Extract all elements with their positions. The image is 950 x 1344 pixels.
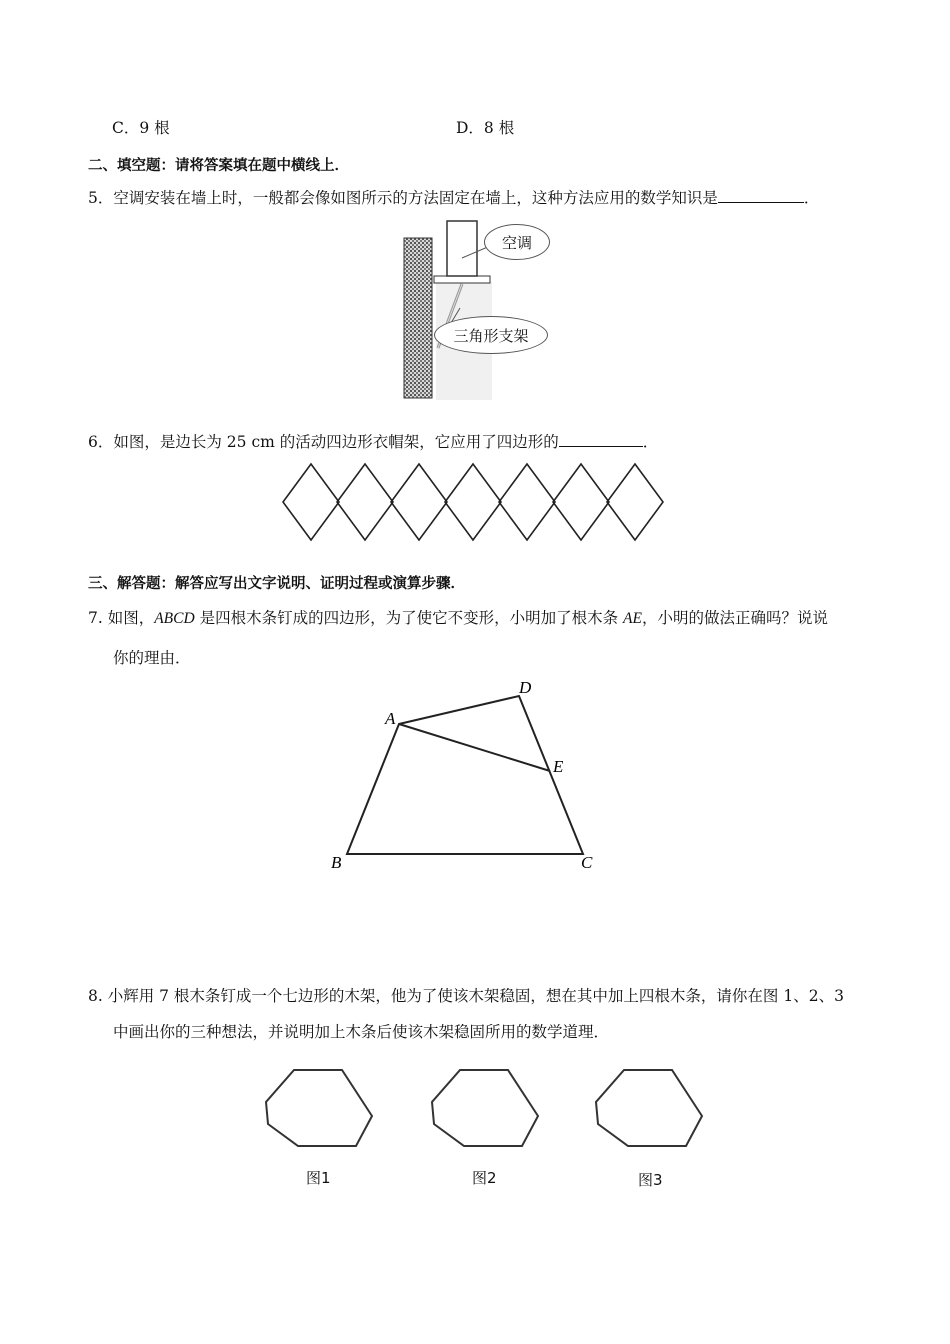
section-2-heading: 二、填空题：请将答案填在题中横线上． [88, 158, 349, 174]
q5-figure [398, 218, 558, 400]
point-b-label: B [331, 853, 342, 872]
option-c: C．9 根 [112, 119, 170, 137]
heptagon-figure-2 [428, 1066, 544, 1150]
section-3-heading: 三、解答题：解答应写出文字说明、证明过程或演算步骤． [88, 576, 465, 592]
quadrilateral-abcd [347, 696, 583, 854]
wall [404, 238, 432, 398]
figure-label-3: 图3 [638, 1171, 663, 1189]
rhombus-2 [337, 464, 393, 540]
question-7-line-1: 7. 如图，ABCD 是四根木条钉成的四边形，为了使它不变形，小明加了根木条 AE，小明的做法正确吗？说说 [88, 609, 828, 627]
rhombus-7 [607, 464, 663, 540]
answer-blank-5[interactable] [718, 188, 804, 203]
callout-bracket [434, 316, 548, 354]
segment-ae [399, 724, 550, 771]
rhombus-5 [499, 464, 555, 540]
heptagon-figure-1 [262, 1066, 378, 1150]
bracket-shelf [434, 276, 490, 283]
option-d: D．8 根 [456, 119, 515, 137]
question-8-line-2: 中画出你的三种想法，并说明加上木条后使该木架稳固所用的数学道理． [113, 1023, 610, 1041]
point-e-label: E [553, 757, 564, 776]
heptagon-3[interactable] [596, 1070, 702, 1146]
rhombus-4 [445, 464, 501, 540]
question-7-line-2: 你的理由． [113, 649, 191, 667]
heptagon-2[interactable] [432, 1070, 538, 1146]
point-c-label: C [581, 853, 593, 872]
rhombus-6 [553, 464, 609, 540]
heptagon-1[interactable] [266, 1070, 372, 1146]
q6-figure [280, 460, 672, 544]
point-d-label: D [519, 678, 532, 697]
question-8-line-1: 8. 小辉用 7 根木条钉成一个七边形的木架，他为了使该木架稳固，想在其中加上四根木条，请你在图 1、2、3 [88, 987, 844, 1005]
point-a-label: A [385, 709, 396, 728]
callout-ac [484, 224, 550, 260]
question-6-text: 6．如图，是边长为 25 cm 的活动四边形衣帽架，它应用了四边形的 ． [88, 433, 659, 451]
rhombus-1 [283, 464, 339, 540]
q7-figure [325, 672, 605, 882]
callout-ac-label: 空调 [501, 233, 532, 252]
figure-label-1: 图1 [306, 1169, 331, 1187]
answer-blank-6[interactable] [559, 432, 643, 447]
air-conditioner [447, 221, 477, 276]
callout-bracket-label: 三角形支架 [453, 326, 529, 345]
question-5-text: 5．空调安装在墙上时，一般都会像如图所示的方法固定在墙上，这种方法应用的数学知识是 ． [88, 189, 820, 207]
rhombus-3 [391, 464, 447, 540]
heptagon-figure-3 [592, 1066, 708, 1150]
figure-label-2: 图2 [472, 1169, 497, 1187]
